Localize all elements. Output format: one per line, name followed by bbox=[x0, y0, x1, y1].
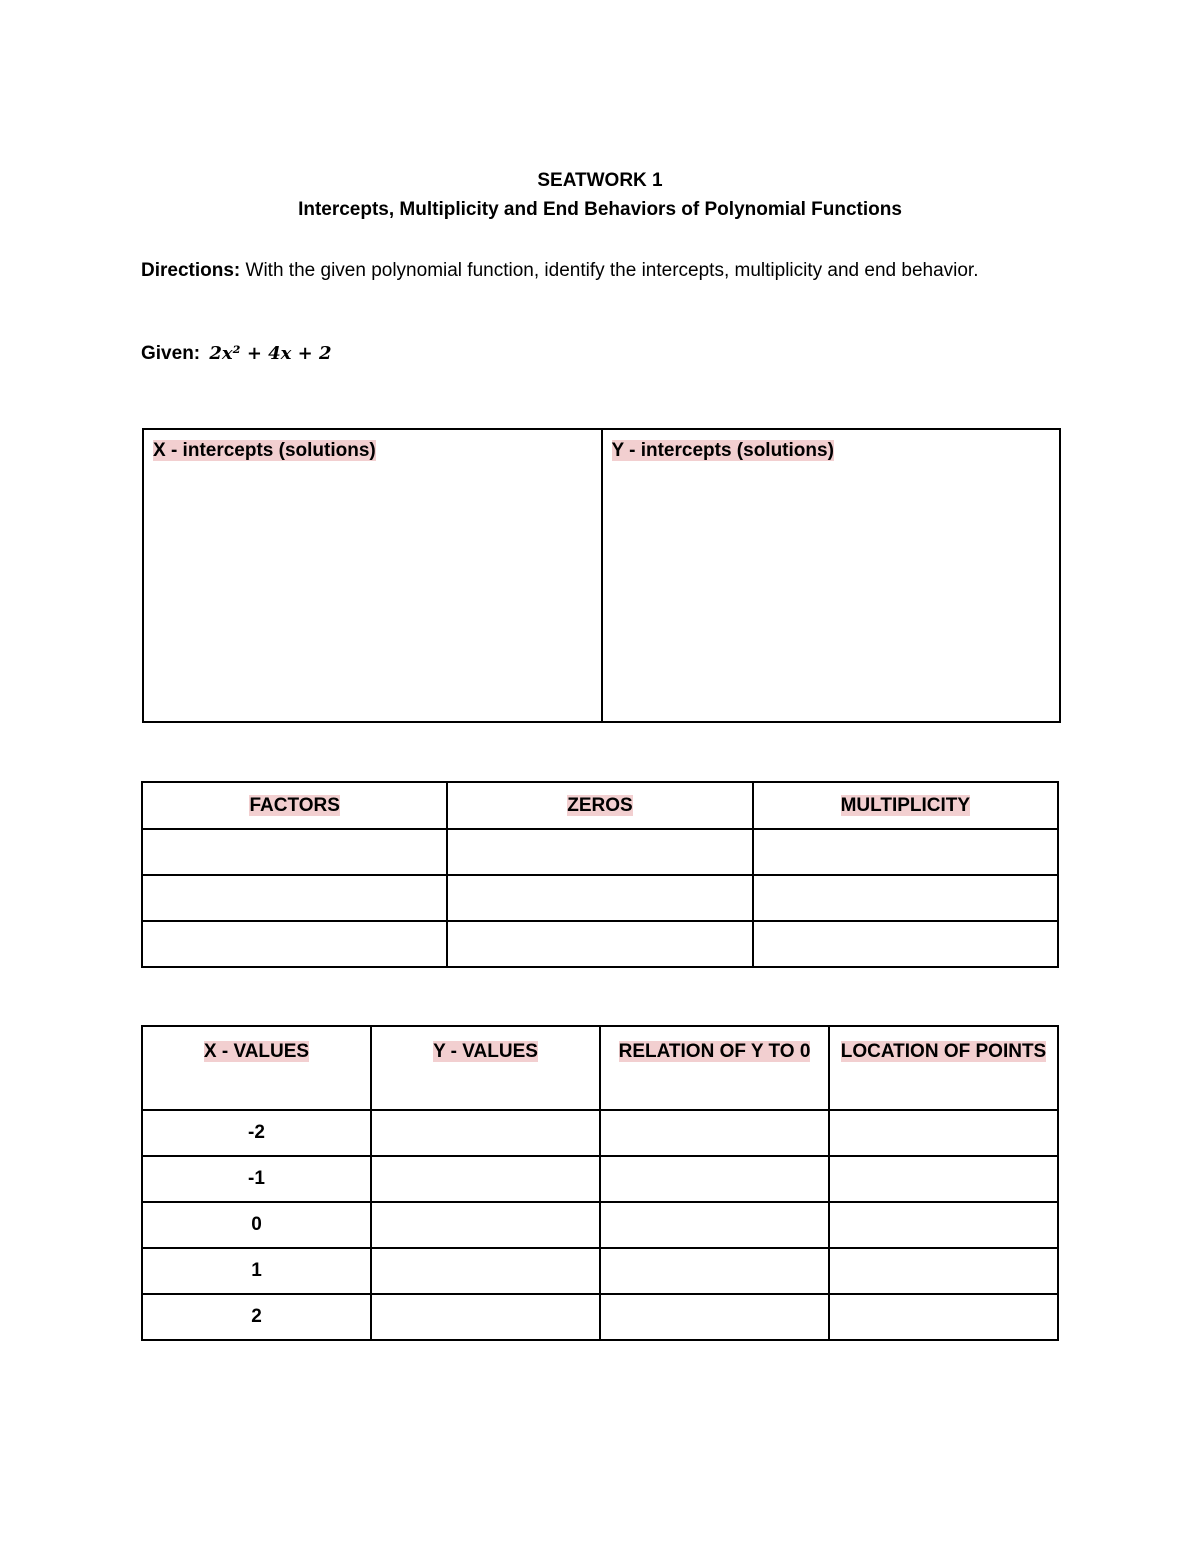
x-intercepts-cell[interactable] bbox=[143, 429, 602, 722]
table-cell[interactable] bbox=[600, 1156, 829, 1202]
x-value-cell: 0 bbox=[142, 1202, 371, 1248]
table-cell[interactable] bbox=[600, 1110, 829, 1156]
x-values-header: X - VALUES bbox=[203, 1041, 310, 1062]
table-row bbox=[142, 921, 1058, 967]
table-cell[interactable] bbox=[447, 921, 752, 967]
intercepts-table bbox=[142, 428, 1061, 723]
directions-text: With the given polynomial function, identify the intercepts, multiplicity and end behavior. bbox=[240, 260, 979, 281]
given-expression: 2x² + 4x + 2 bbox=[209, 343, 332, 364]
table-cell[interactable] bbox=[829, 1156, 1058, 1202]
table-cell[interactable] bbox=[447, 875, 752, 921]
table-cell[interactable] bbox=[371, 1110, 600, 1156]
table-cell[interactable] bbox=[829, 1294, 1058, 1340]
x-value-cell: 2 bbox=[142, 1294, 371, 1340]
table-cell[interactable] bbox=[371, 1156, 600, 1202]
given-label: Given: bbox=[141, 343, 201, 364]
table-cell[interactable] bbox=[829, 1110, 1058, 1156]
y-values-header: Y - VALUES bbox=[433, 1041, 538, 1062]
table-row bbox=[142, 1156, 1058, 1202]
x-value-cell: 1 bbox=[142, 1248, 371, 1294]
table-row bbox=[142, 1110, 1058, 1156]
table-cell[interactable] bbox=[447, 829, 752, 875]
values-table bbox=[141, 1025, 1059, 1341]
table-cell[interactable] bbox=[600, 1294, 829, 1340]
given-line bbox=[141, 343, 332, 365]
directions-paragraph bbox=[141, 256, 1021, 285]
relation-header: RELATION OF Y TO 0 bbox=[618, 1041, 811, 1062]
multiplicity-header-cell bbox=[753, 782, 1058, 829]
table-row bbox=[142, 1202, 1058, 1248]
table-cell[interactable] bbox=[829, 1202, 1058, 1248]
table-cell[interactable] bbox=[371, 1202, 600, 1248]
y-intercepts-cell[interactable] bbox=[602, 429, 1061, 722]
page-title: SEATWORK 1 bbox=[537, 170, 663, 191]
table-cell[interactable] bbox=[142, 921, 447, 967]
multiplicity-header: MULTIPLICITY bbox=[840, 794, 971, 816]
table-cell[interactable] bbox=[142, 829, 447, 875]
zeros-header-cell bbox=[447, 782, 752, 829]
y-values-header-cell bbox=[371, 1026, 600, 1110]
table-cell[interactable] bbox=[371, 1294, 600, 1340]
table-cell[interactable] bbox=[753, 875, 1058, 921]
factors-header-cell bbox=[142, 782, 447, 829]
table-row bbox=[142, 1294, 1058, 1340]
location-header-cell bbox=[829, 1026, 1058, 1110]
table-cell[interactable] bbox=[371, 1248, 600, 1294]
table-row bbox=[142, 829, 1058, 875]
x-value-cell: -2 bbox=[142, 1110, 371, 1156]
relation-header-cell bbox=[600, 1026, 829, 1110]
factors-header: FACTORS bbox=[249, 794, 340, 816]
zeros-header: ZEROS bbox=[567, 794, 633, 816]
x-intercepts-header: X - intercepts (solutions) bbox=[153, 440, 376, 461]
y-intercepts-header: Y - intercepts (solutions) bbox=[611, 440, 834, 461]
x-value-cell: -1 bbox=[142, 1156, 371, 1202]
page-subtitle: Intercepts, Multiplicity and End Behaviors of Polynomial Functions bbox=[298, 199, 902, 220]
factors-table bbox=[141, 781, 1059, 968]
table-cell[interactable] bbox=[753, 921, 1058, 967]
location-header: LOCATION OF POINTS bbox=[840, 1041, 1047, 1062]
table-cell[interactable] bbox=[829, 1248, 1058, 1294]
table-row bbox=[142, 875, 1058, 921]
table-row bbox=[142, 1248, 1058, 1294]
table-cell[interactable] bbox=[753, 829, 1058, 875]
directions-label: Directions: bbox=[141, 260, 241, 281]
x-values-header-cell bbox=[142, 1026, 371, 1110]
table-cell[interactable] bbox=[600, 1248, 829, 1294]
table-cell[interactable] bbox=[142, 875, 447, 921]
table-cell[interactable] bbox=[600, 1202, 829, 1248]
